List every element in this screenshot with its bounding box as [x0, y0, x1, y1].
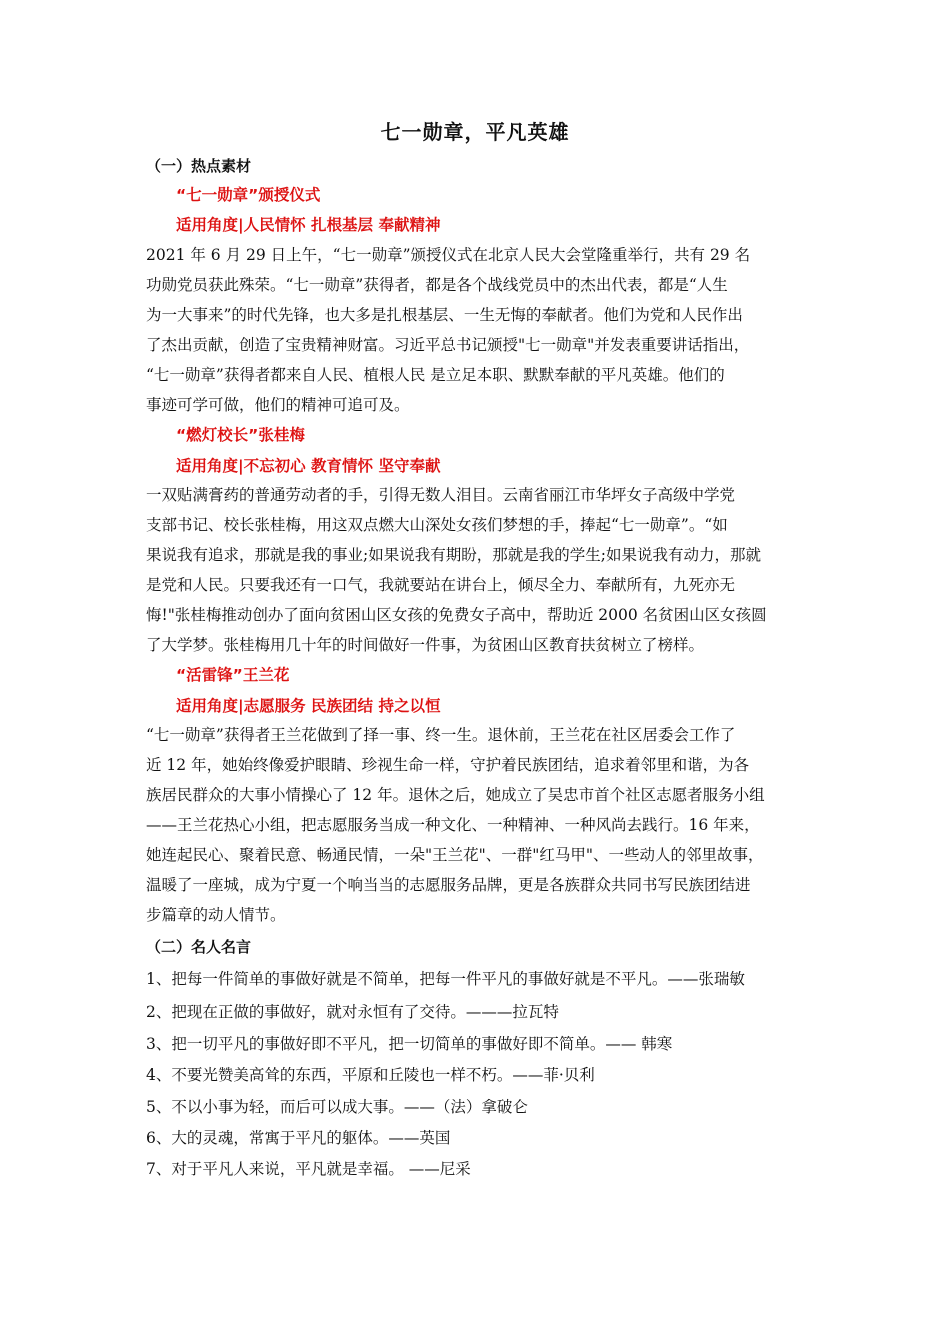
paragraph-line: 支部书记、校长张桂梅，用这双点燃大山深处女孩们梦想的手，捧起“七一勋章”。“如: [146, 516, 728, 534]
item-paragraph: [146, 720, 816, 930]
item-angle: 适用角度|不忘初心 教育情怀 坚守奉献: [176, 457, 441, 475]
paragraph-line: 事迹可学可做，他们的精神可追可及。: [146, 396, 410, 414]
paragraph-line: 悔!"张桂梅推动创办了面向贫困山区女孩的免费女子高中，帮助近 2000 名贫困山区女孩圆: [146, 606, 767, 624]
quote-item: 2、把现在正做的事做好，就对永恒有了交待。———拉瓦特: [146, 1003, 559, 1021]
paragraph-line: “七一勋章”获得者都来自人民、植根人民 是立足本职、默默奉献的平凡英雄。他们的: [146, 366, 725, 384]
paragraph-line: 她连起民心、聚着民意、畅通民情，一朵"王兰花"、一群"红马甲"、一些动人的邻里故事，: [146, 846, 764, 864]
quote-item: 1、把每一件简单的事做好就是不简单，把每一件平凡的事做好就是不平凡。——张瑞敏: [146, 970, 745, 988]
paragraph-line: 一双贴满膏药的普通劳动者的手，引得无数人泪目。云南省丽江市华坪女子高级中学党: [146, 486, 736, 504]
paragraph-line: 步篇章的动人情节。: [146, 906, 286, 924]
quote-item: 3、把一切平凡的事做好即不平凡，把一切简单的事做好即不简单。—— 韩寒: [146, 1035, 673, 1053]
paragraph-line: 近 12 年，她始终像爱护眼睛、珍视生命一样，守护着民族团结，追求着邻里和谐，为各: [146, 756, 750, 774]
paragraph-line: “七一勋章”获得者王兰花做到了择一事、终一生。退休前，王兰花在社区居委会工作了: [146, 726, 736, 744]
item-paragraph: [146, 240, 816, 420]
quote-item: 6、大的灵魂，常寓于平凡的躯体。——英国: [146, 1129, 451, 1147]
paragraph-line: 了杰出贡献，创造了宝贵精神财富。习近平总书记颁授"七一勋章"并发表重要讲话指出，: [146, 336, 750, 354]
page-title: 七一勋章，平凡英雄: [380, 120, 570, 144]
paragraph-line: 为一大事来”的时代先锋，也大多是扎根基层、一生无悔的奉献者。他们为党和人民作出: [146, 306, 743, 324]
quote-item: 7、对于平凡人来说，平凡就是幸福。 ——尼采: [146, 1160, 471, 1178]
paragraph-line: 是党和人民。只要我还有一口气，我就要站在讲台上，倾尽全力、奉献所有，九死亦无: [146, 576, 736, 594]
paragraph-line: 果说我有追求，那就是我的事业;如果说我有期盼，那就是我的学生;如果说我有动力，那就: [146, 546, 761, 564]
item-angle: 适用角度|人民情怀 扎根基层 奉献精神: [176, 216, 441, 234]
item-subtitle: “活雷锋”王兰花: [176, 666, 290, 684]
section-heading-materials: （一）热点素材: [146, 157, 252, 175]
item-angle: 适用角度|志愿服务 民族团结 持之以恒: [176, 697, 441, 715]
item-subtitle: “七一勋章”颁授仪式: [176, 186, 321, 204]
paragraph-line: 族居民群众的大事小情操心了 12 年。退休之后，她成立了吴忠市首个社区志愿者服务小组: [146, 786, 765, 804]
paragraph-line: ——王兰花热心小组，把志愿服务当成一种文化、一种精神、一种风尚去践行。16 年来，: [146, 816, 760, 834]
paragraph-line: 2021 年 6 月 29 日上午，“七一勋章”颁授仪式在北京人民大会堂隆重举行，共有 29 名: [146, 246, 751, 264]
item-paragraph: [146, 480, 816, 660]
item-subtitle: “燃灯校长”张桂梅: [176, 426, 305, 444]
paragraph-line: 温暖了一座城，成为宁夏一个响当当的志愿服务品牌，更是各族群众共同书写民族团结进: [146, 876, 751, 894]
paragraph-line: 功勋党员获此殊荣。“七一勋章”获得者，都是各个战线党员中的杰出代表，都是“人生: [146, 276, 728, 294]
paragraph-line: 了大学梦。张桂梅用几十年的时间做好一件事，为贫困山区教育扶贫树立了榜样。: [146, 636, 705, 654]
section-heading-quotes: （二）名人名言: [146, 938, 252, 956]
quote-item: 5、不以小事为轻，而后可以成大事。——（法）拿破仑: [146, 1098, 528, 1116]
quote-item: 4、不要光赞美高耸的东西，平原和丘陵也一样不朽。——菲·贝利: [146, 1066, 595, 1084]
